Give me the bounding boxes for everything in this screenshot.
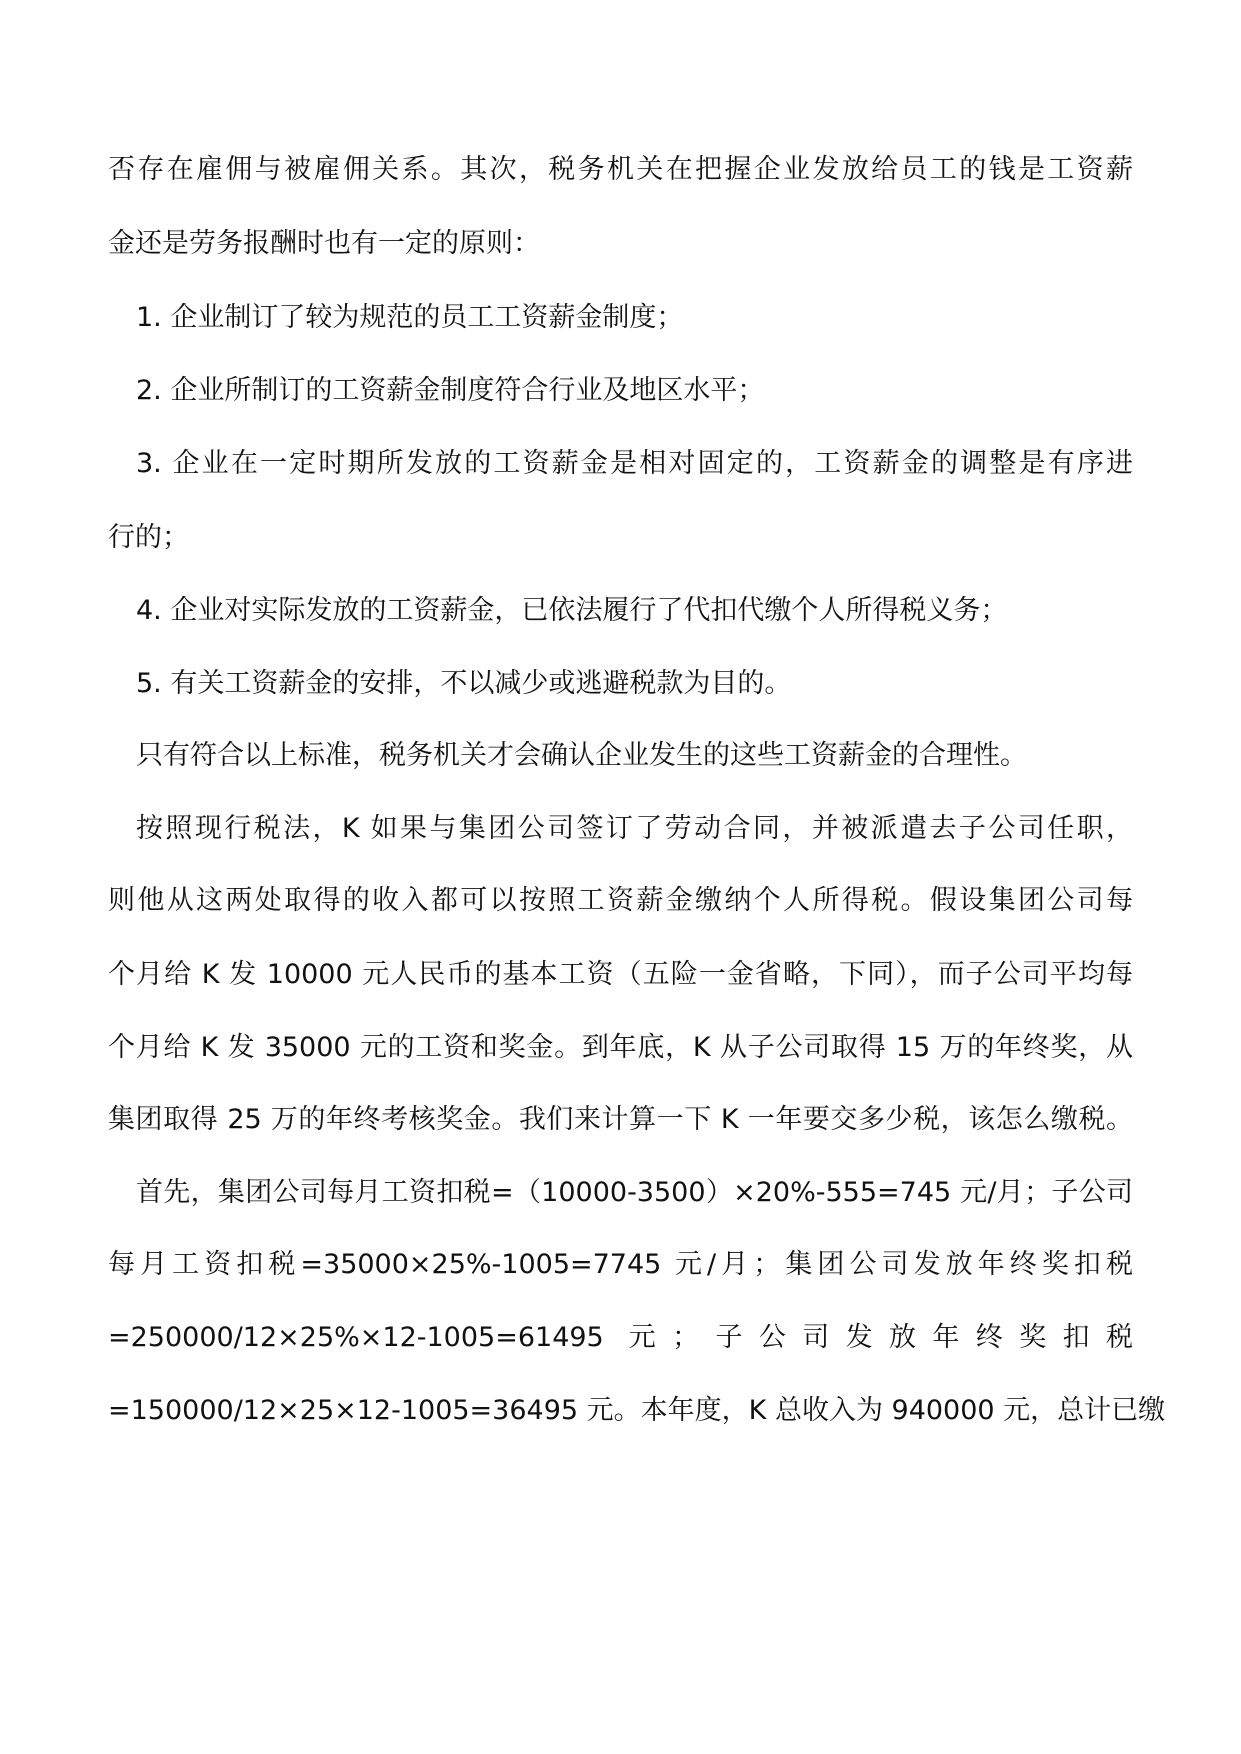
list-item: 4. 企业对实际发放的工资薪金，已依法履行了代扣代缴个人所得税义务； — [136, 595, 1008, 626]
text-line: 金还是劳务报酬时也有一定的原则： — [108, 228, 540, 259]
list-item: 5. 有关工资薪金的安排，不以减少或逃避税款为目的。 — [136, 668, 792, 699]
text-line: 集团取得 25 万的年终考核奖金。我们来计算一下 K 一年要交多少税，该怎么缴税。 — [108, 1104, 1133, 1135]
list-item: 1. 企业制订了较为规范的员工工资薪金制度； — [136, 302, 684, 333]
text-line: =250000/12×25%×12-1005=61495 元；子公司发放年终奖扣税 — [108, 1322, 1133, 1353]
list-item: 3. 企业在一定时期所发放的工资薪金是相对固定的，工资薪金的调整是有序进 — [136, 448, 1133, 479]
text-line: 按照现行税法，K 如果与集团公司签订了劳动合同，并被派遣去子公司任职， — [136, 813, 1133, 844]
text-line: 个月给 K 发 10000 元人民币的基本工资（五险一金省略，下同），而子公司平均每 — [108, 959, 1133, 990]
text-line: 否存在雇佣与被雇佣关系。其次，税务机关在把握企业发放给员工的钱是工资薪 — [108, 154, 1133, 185]
list-item: 2. 企业所制订的工资薪金制度符合行业及地区水平； — [136, 375, 765, 406]
text-line: 只有符合以上标准，税务机关才会确认企业发生的这些工资薪金的合理性。 — [136, 740, 1027, 771]
text-line: =150000/12×25×12-1005=36495 元。本年度，K 总收入为 940000 元，总计已缴 — [108, 1395, 1166, 1426]
text-line: 个月给 K 发 35000 元的工资和奖金。到年底，K 从子公司取得 15 万的年终奖，从 — [108, 1032, 1133, 1063]
text-line: 行的； — [108, 522, 189, 553]
text-line: 首先，集团公司每月工资扣税=（10000-3500）×20%-555=745 元/月；子公司 — [136, 1177, 1133, 1208]
text-line: 每月工资扣税=35000×25%-1005=7745 元/月；集团公司发放年终奖扣税 — [108, 1249, 1133, 1280]
text-line: 则他从这两处取得的收入都可以按照工资薪金缴纳个人所得税。假设集团公司每 — [108, 885, 1133, 916]
